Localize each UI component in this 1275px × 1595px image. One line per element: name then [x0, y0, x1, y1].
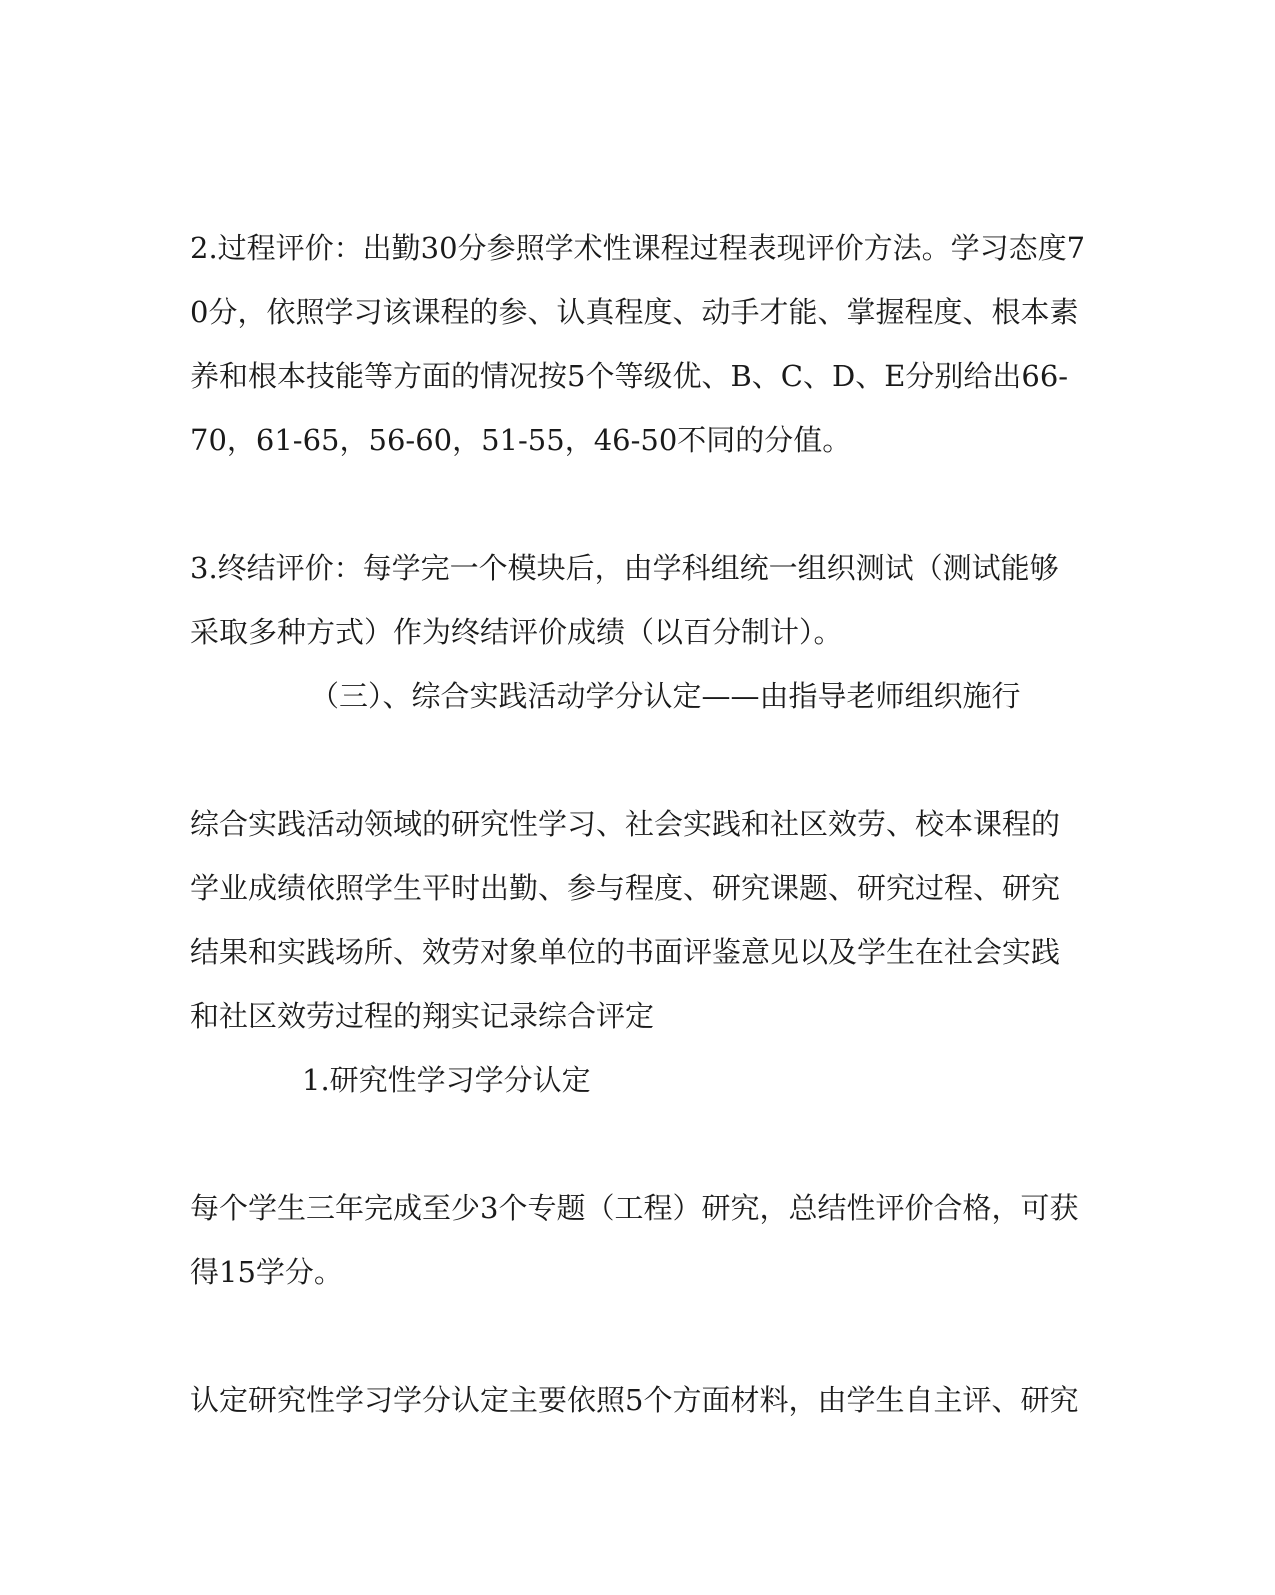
practice-desc-line-2: 学业成绩依照学生平时出勤、参与程度、研究课题、研究过程、研究	[190, 871, 1061, 905]
sub-heading: 1.研究性学习学分认定	[302, 1063, 591, 1097]
process-eval-line-3: 养和根本技能等方面的情况按5个等级优、B、C、D、E分别给出66-	[190, 359, 1069, 393]
final-eval-line-1: 3.终结评价：每学完一个模块后，由学科组统一组织测试（测试能够	[190, 551, 1059, 585]
process-eval-line-4: 70，61-65，56-60，51-55，46-50不同的分值。	[190, 423, 852, 457]
research-basis-line-1: 认定研究性学习学分认定主要依照5个方面材料，由学生自主评、研究	[190, 1383, 1079, 1417]
process-eval-line-1: 2.过程评价：出勤30分参照学术性课程过程表现评价方法。学习态度7	[190, 231, 1086, 265]
practice-desc-line-4: 和社区效劳过程的翔实记录综合评定	[190, 999, 655, 1033]
process-eval-line-2: 0分，依照学习该课程的参、认真程度、动手才能、掌握程度、根本素	[190, 295, 1079, 329]
section-heading: （三）、综合实践活动学分认定——由指导老师组织施行	[310, 679, 1021, 713]
practice-desc-line-1: 综合实践活动领域的研究性学习、社会实践和社区效劳、校本课程的	[190, 807, 1061, 841]
final-eval-line-2: 采取多种方式）作为终结评价成绩（以百分制计）。	[190, 615, 843, 649]
research-credit-line-2: 得15学分。	[190, 1255, 343, 1289]
research-credit-line-1: 每个学生三年完成至少3个专题（工程）研究，总结性评价合格，可获	[190, 1191, 1079, 1225]
practice-desc-line-3: 结果和实践场所、效劳对象单位的书面评鉴意见以及学生在社会实践	[190, 935, 1061, 969]
